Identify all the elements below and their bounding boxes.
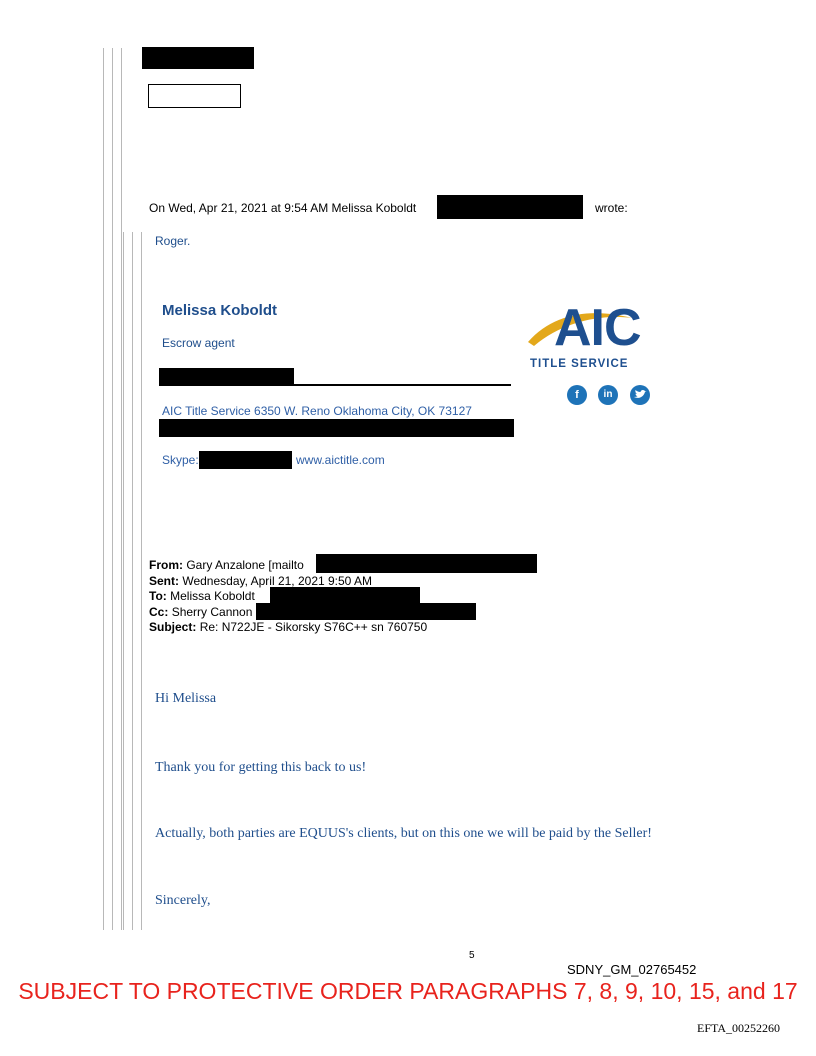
signature-address[interactable]: AIC Title Service 6350 W. Reno Oklahoma City, OK 73127 <box>162 404 472 418</box>
quote-attribution <box>149 201 669 215</box>
protective-order-notice: SUBJECT TO PROTECTIVE ORDER PARAGRAPHS 7, 8, 9, 10, 15, and 17 <box>18 978 798 1004</box>
redaction-block <box>159 368 294 385</box>
empty-box <box>148 84 241 108</box>
aic-logo <box>524 299 668 372</box>
redaction-block <box>199 451 292 469</box>
linkedin-icon[interactable]: in <box>598 385 618 405</box>
body-line-2: Actually, both parties are EQUUS's clients, but on this one we will be paid by the Seller! <box>155 826 652 841</box>
redaction-block <box>142 47 254 69</box>
header-sent: Sent: Wednesday, April 21, 2021 9:50 AM <box>149 573 373 588</box>
header-cc: Cc: Sherry Cannon <box>149 604 253 619</box>
quote-bar <box>103 48 104 930</box>
body-closing: Sincerely, <box>155 893 211 908</box>
redaction-block <box>316 554 537 573</box>
header-subject: Subject: Re: N722JE - Sikorsky S76C++ sn 760750 <box>149 620 428 634</box>
quote-bar <box>141 232 142 930</box>
twitter-icon[interactable] <box>630 385 650 405</box>
header-to: To: Melissa Koboldt <box>149 589 255 603</box>
skype-label: Skype: <box>162 453 199 467</box>
logo-text: AIC <box>554 299 641 357</box>
quote-suffix: wrote: <box>595 201 628 215</box>
quote-bar <box>123 232 124 930</box>
signature-divider <box>159 384 511 386</box>
redaction-block <box>159 419 514 437</box>
redaction-block <box>256 603 476 620</box>
redaction-block <box>270 587 420 603</box>
body-greeting: Hi Melissa <box>155 691 217 706</box>
redaction-block <box>437 195 583 219</box>
body-line-1: Thank you for getting this back to us! <box>155 760 367 775</box>
bates-number: SDNY_GM_02765452 <box>567 962 697 977</box>
efta-number: EFTA_00252260 <box>697 1021 781 1035</box>
quote-bar <box>121 48 122 930</box>
header-from: From: Gary Anzalone [mailto <box>149 558 304 572</box>
reply-text: Roger. <box>155 234 191 248</box>
page-number: 5 <box>469 950 475 961</box>
website-link[interactable]: www.aictitle.com <box>296 453 385 467</box>
signature-name: Melissa Koboldt <box>162 302 278 319</box>
signature-title: Escrow agent <box>162 336 235 350</box>
logo-subtext: TITLE SERVICE <box>530 358 629 370</box>
facebook-icon[interactable]: f <box>567 385 587 405</box>
quote-bar <box>132 232 133 930</box>
quote-prefix: On Wed, Apr 21, 2021 at 9:54 AM Melissa Koboldt <box>149 201 417 215</box>
quote-bar <box>112 48 113 930</box>
